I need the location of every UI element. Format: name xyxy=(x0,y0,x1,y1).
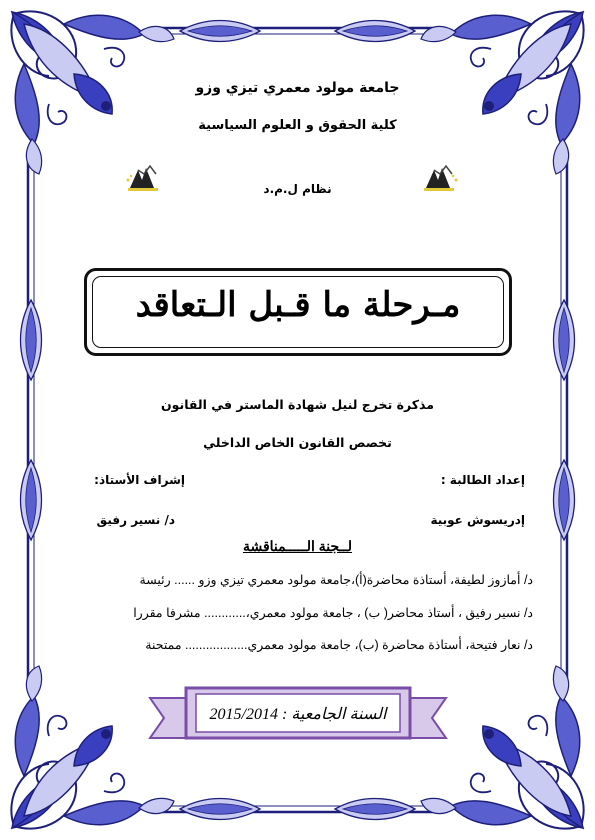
committee-member-3: د/ نعار فتيحة، أستاذة محاضرة (ب)، جامعة مولود معمري.................. ممتحنة xyxy=(145,638,533,652)
title-box xyxy=(84,268,512,356)
committee-member-2: د/ نسير رفيق ، أستاذ محاضر( ب) ، جامعة مولود معمري،............ مشرفا مقررا xyxy=(133,606,533,620)
student-label: إعداد الطالبة : xyxy=(440,473,525,487)
committee-heading: لــجنة الـــــمناقشة xyxy=(242,538,353,554)
supervisor-label: إشراف الأستاذ: xyxy=(94,473,185,487)
academic-year-label: السنة الجامعية : xyxy=(281,706,387,723)
specialty-line: تخصص القانون الخاص الداخلي xyxy=(203,435,392,450)
university-name: جامعة مولود معمري تيزي وزو xyxy=(195,80,400,96)
academic-year xyxy=(196,694,400,732)
document-title: مـرحلة ما قـبل الـتعاقد xyxy=(135,285,461,325)
supervisor-name: د/ نسير رفيق xyxy=(96,513,175,527)
faculty-name: كلية الحقوق و العلوم السياسية xyxy=(198,118,397,133)
degree-line: مذكرة تخرج لنيل شهادة الماستر في القانون xyxy=(161,397,434,412)
student-name: إدريسوش عوبية xyxy=(430,513,525,527)
committee-member-1: د/ أمازوز لطيفة، أستاذة محاضرة(أ)،جامعة مولود معمري تيزي وزو ...... رئيسة xyxy=(139,573,533,587)
academic-year-value: 2015/2014 xyxy=(209,706,278,723)
system-label: نظام ل.م.د xyxy=(263,182,332,196)
